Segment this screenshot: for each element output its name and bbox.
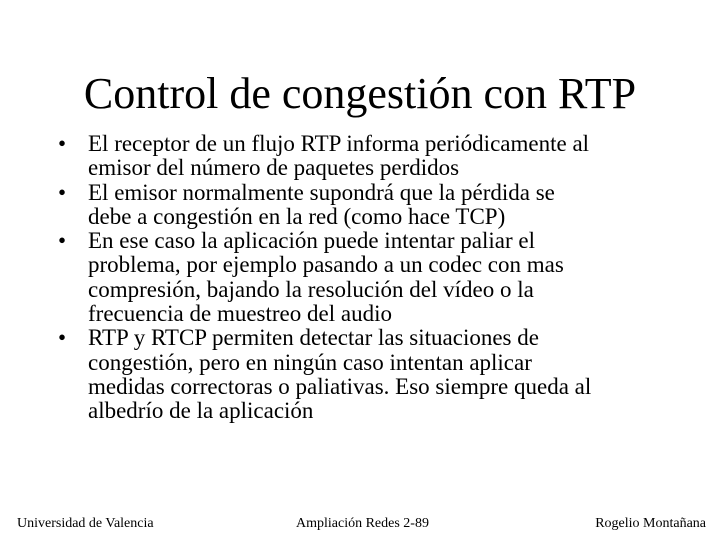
bullet-text-line: compresión, bajando la resolución del vídeo o la	[88, 276, 534, 302]
bullet-item	[58, 132, 698, 181]
bullet-dot-icon: •	[58, 325, 67, 351]
bullet-text-line: RTP y RTCP permiten detectar las situaciones de	[88, 325, 539, 351]
bullet-text-line: medidas correctoras o paliativas. Eso siempre queda al	[88, 373, 592, 399]
bullet-text-line: El receptor de un flujo RTP informa periódicamente al	[88, 131, 590, 156]
bullet-item	[58, 326, 698, 423]
bullet-text-line: emisor del número de paquetes perdidos	[88, 155, 460, 181]
bullet-text-line: albedrío de la aplicación	[88, 398, 314, 424]
bullet-list	[58, 132, 698, 424]
bullet-text-line: En ese caso la aplicación puede intentar paliar el	[88, 228, 536, 254]
footer-author: Rogelio Montañana	[595, 516, 706, 531]
bullet-item	[58, 229, 698, 326]
bullet-dot-icon: •	[58, 131, 67, 156]
bullet-text-line: El emisor normalmente supondrá que la pérdida se	[88, 179, 555, 205]
bullet-dot-icon: •	[58, 179, 67, 205]
bullet-text-line: congestión, pero en ningún caso intentan aplicar	[88, 349, 532, 375]
slide-title: Control de congestión con RTP	[83, 69, 637, 118]
bullet-text-line: debe a congestión en la red (como hace TCP)	[88, 203, 506, 229]
bullet-text-line: frecuencia de muestreo del audio	[88, 301, 392, 327]
footer-institution: Universidad de Valencia	[17, 516, 154, 531]
bullet-item	[58, 181, 698, 230]
bullet-dot-icon: •	[58, 228, 67, 254]
bullet-text-line: problema, por ejemplo pasando a un codec con mas	[88, 252, 564, 278]
footer-course-page: Ampliación Redes 2-89	[296, 516, 429, 531]
